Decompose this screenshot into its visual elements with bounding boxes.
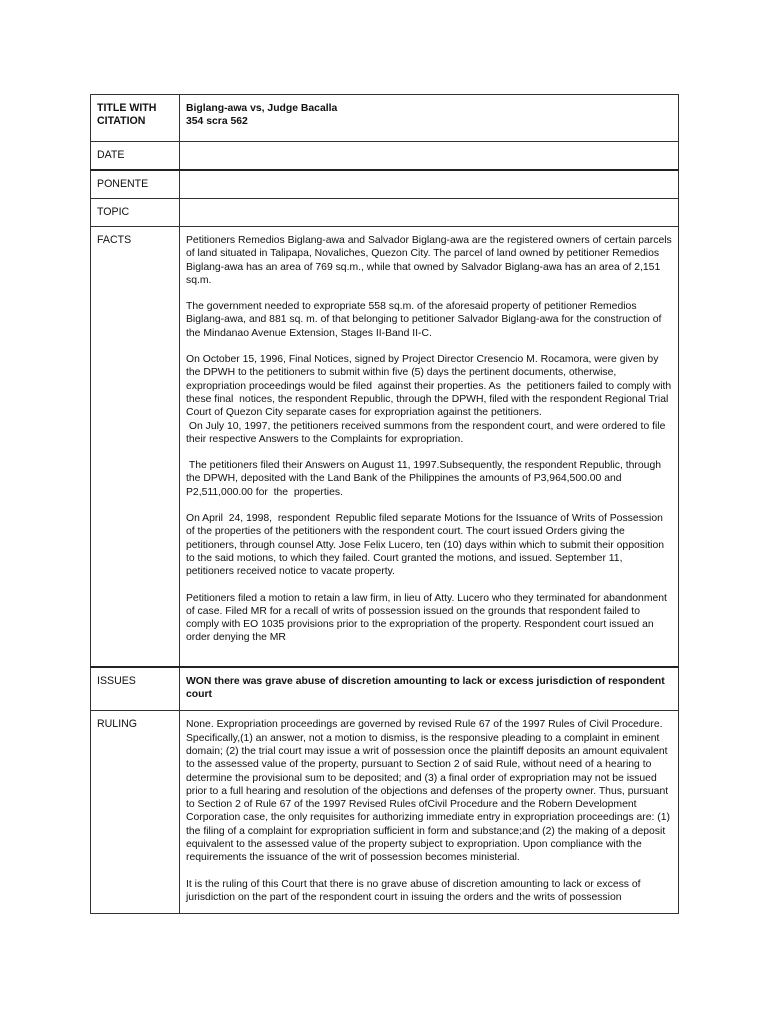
date-row xyxy=(91,142,679,171)
title-label-line1: TITLE WITH xyxy=(97,102,157,114)
facts-paragraph-5: On April 24, 1998, respondent Republic filed separate Motions for the Issuance of Writs of Possession of the properties of the petitioners with the respondent court. The court issued Orders giving the petitioners, through counsel Atty. Jose Felix Lucero, ten (10) days within which to submit their opposition to the said motions, to which they failed. Court granted the motions, and issued. September 11, petitioners received notice to vacate property. xyxy=(186,513,667,578)
ruling-row xyxy=(91,711,679,914)
topic-label: TOPIC xyxy=(91,199,180,227)
ruling-paragraph-1: None. Expropriation proceedings are governed by revised Rule 67 of the 1997 Rules of Civil Procedure. Specifically,(1) an answer, not a motion to dismiss, is the responsive pleading to a complaint in eminent domain; (2) the trial court may issue a writ of possession once the plaintiff deposits an amount equivalent to the assessed value of the property, pursuant to Section 2 of said Rule, without need of a hearing to determine the provisional sum to be deposited; and (3) a final order of expropriation may not be issued prior to a full hearing and resolution of the objections and defenses of the property owner. Thus, pursuant to Section 2 of Rule 67 of the 1997 Revised Rules ofCivil Procedure and the Robern Development Corporation case, the only requisites for authorizing immediate entry in expropriation proceedings are: (1) the filing of a complaint for expropriation sufficient in form and substance;and (2) the making of a deposit equivalent to the assessed value of the property subject to expropriation. Upon compliance with the requirements the issuance of the writ of possession becomes ministerial. xyxy=(186,719,673,864)
facts-spacer xyxy=(186,654,672,666)
topic-row xyxy=(91,199,679,227)
case-digest-page xyxy=(90,94,679,914)
title-value-cell xyxy=(180,95,679,142)
facts-value-cell xyxy=(180,227,679,667)
title-row xyxy=(91,95,679,142)
facts-paragraph-6: Petitioners filed a motion to retain a law firm, in lieu of Atty. Lucero who they terminated for abandonment of case. Filed MR for a recall of writs of possession issued on the grounds that respondent failed to comply with EO 1035 provisions prior to the expropriation of the property. Respondent court issued an order denying the MR xyxy=(186,592,670,644)
topic-value xyxy=(180,199,679,227)
ponente-row xyxy=(91,170,679,199)
issues-row xyxy=(91,667,679,711)
issues-value-cell xyxy=(180,667,679,711)
issues-label: ISSUES xyxy=(91,667,180,711)
case-name: Biglang-awa vs, Judge Bacalla xyxy=(186,103,338,114)
title-label-line2: CITATION xyxy=(97,115,146,128)
ponente-value xyxy=(180,170,679,199)
title-label-cell xyxy=(91,95,180,142)
ponente-label: PONENTE xyxy=(91,170,180,199)
facts-label: FACTS xyxy=(91,227,180,667)
facts-row xyxy=(91,227,679,667)
facts-paragraph-2: The government needed to expropriate 558 sq.m. of the aforesaid property of petitioner Remedios Biglang-awa, and 881 sq. m. of that belonging to petitioner Salvador Biglang-awa for the construction of the Mindanao Avenue Extension, Stages II-Band II-C. xyxy=(186,301,665,339)
ruling-value-cell xyxy=(180,711,679,914)
date-label: DATE xyxy=(91,142,180,171)
ruling-paragraph-2: It is the ruling of this Court that there is no grave abuse of discretion amounting to lack or excess of jurisdiction on the part of the respondent court in issuing the orders and the writs of possession xyxy=(186,878,644,903)
ruling-label: RULING xyxy=(91,711,180,914)
case-citation: 354 scra 562 xyxy=(186,116,248,128)
facts-paragraph-4: The petitioners filed their Answers on August 11, 1997.Subsequently, the respondent Republic, through the DPWH, deposited with the Land Bank of the Philippines the amounts of P3,964,500.00 and P2,511,000.00 for the properties. xyxy=(186,460,664,498)
case-digest-table xyxy=(90,94,679,914)
facts-paragraph-3: On October 15, 1996, Final Notices, signed by Project Director Cresencio M. Rocamora, were given by the DPWH to the petitioners to submit within five (5) days the pertinent documents, otherwise, expropriation proceedings would be filed against their properties. As the petitioners failed to comply with these final notices, the respondent Republic, through the DPWH, filed with the respondent Regional Trial Court of Quezon City separate cases for expropriation against the petitioners. On July 10, 1997, the petitioners received summons from the respondent court, and were ordered to file their respective Answers to the Complaints for expropriation. xyxy=(186,354,672,445)
date-value xyxy=(180,142,679,171)
facts-paragraph-1: Petitioners Remedios Biglang-awa and Salvador Biglang-awa are the registered owners of certain parcels of land situated in Talipapa, Novaliches, Quezon City. The parcel of land owned by petitioner Remedios Biglang-awa has an area of 769 sq.m., while that owned by Salvador Biglang-awa has an area of 2,151 sq.m. xyxy=(186,235,675,286)
issues-text: WON there was grave abuse of discretion amounting to lack or excess jurisdiction of respondent court xyxy=(186,675,668,701)
